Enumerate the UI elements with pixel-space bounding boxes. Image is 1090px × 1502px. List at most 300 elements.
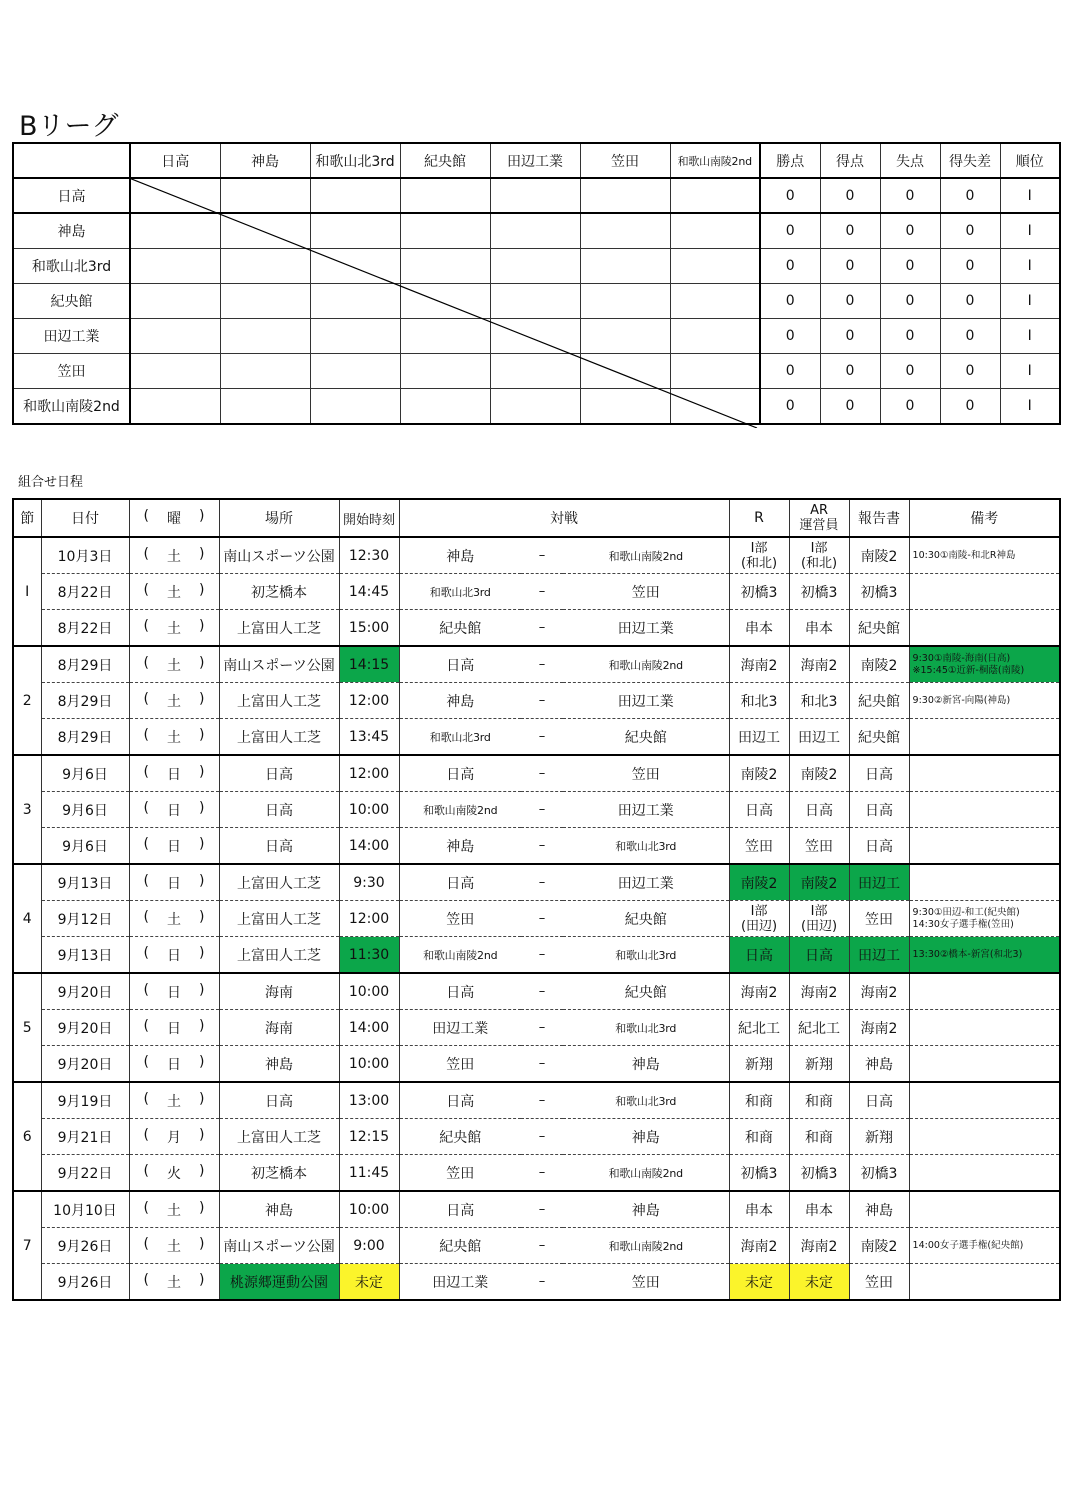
note-cell [909,1046,1060,1083]
schedule-row [13,937,1060,974]
schedule-row [13,719,1060,756]
schedule-row [13,792,1060,828]
match-dow: ( 土 ) [129,1082,219,1119]
result-cell [220,284,310,319]
home-team: 紀央館 [399,1228,521,1264]
team-name: 日高 [13,178,130,213]
header-note: 備考 [909,499,1060,537]
versus-dash: – [521,1155,563,1192]
match-venue: 海南 [219,973,339,1010]
versus-dash: – [521,683,563,719]
kickoff-time: 13:45 [339,719,399,756]
versus-dash: – [521,537,563,574]
report-writer: 紀央館 [849,683,909,719]
referee: 和商 [729,1082,789,1119]
result-cell [400,389,490,425]
away-team: 神島 [563,1119,729,1155]
result-cell [580,389,670,425]
note-cell [909,1155,1060,1192]
away-team: 神島 [563,1191,729,1228]
versus-dash: – [521,792,563,828]
versus-dash: – [521,1119,563,1155]
stat-cell: 0 [880,319,940,354]
stat-cell: 0 [820,178,880,213]
result-cell [490,284,580,319]
away-team: 紀央館 [563,973,729,1010]
stat-cell: 0 [940,213,1000,249]
column-header: 神島 [220,143,310,178]
kickoff-time: 9:00 [339,1228,399,1264]
kickoff-time: 9:30 [339,864,399,901]
schedule-header-row [13,499,1060,537]
header-setsu: 節 [13,499,41,537]
match-venue: 日高 [219,1082,339,1119]
round-number: I [13,537,41,646]
column-header: 順位 [1000,143,1060,178]
match-date: 9月22日 [41,1155,129,1192]
stat-cell: 0 [820,319,880,354]
stat-cell: 0 [760,249,820,284]
assistant-referee: 海南2 [789,973,849,1010]
column-header: 和歌山南陵2nd [670,143,760,178]
stat-cell: 0 [940,389,1000,425]
referee: 串本 [729,610,789,647]
kickoff-time: 14:00 [339,828,399,865]
stat-cell: 0 [760,284,820,319]
stat-cell: 0 [820,354,880,389]
schedule-row [13,1155,1060,1192]
header-report: 報告書 [849,499,909,537]
match-venue: 初芝橋本 [219,1155,339,1192]
stat-cell: 0 [820,284,880,319]
home-team: 神島 [399,828,521,865]
kickoff-time: 10:00 [339,1191,399,1228]
match-dow: ( 土 ) [129,1228,219,1264]
result-cell [400,284,490,319]
away-team: 和歌山北3rd [563,937,729,974]
team-name: 紀央館 [13,284,130,319]
match-date: 9月6日 [41,828,129,865]
result-cell [220,354,310,389]
result-cell [310,213,400,249]
versus-dash: – [521,973,563,1010]
assistant-referee: 串本 [789,610,849,647]
result-cell [130,389,220,425]
team-name: 和歌山南陵2nd [13,389,130,425]
stat-cell: 0 [940,249,1000,284]
report-writer: 紀央館 [849,610,909,647]
note-cell [909,1264,1060,1301]
versus-dash: – [521,574,563,610]
referee: I部 (田辺) [729,901,789,937]
match-date: 9月12日 [41,901,129,937]
result-cell [130,213,220,249]
note-cell [909,973,1060,1010]
note-cell [909,1119,1060,1155]
referee: 日高 [729,792,789,828]
report-writer: 笠田 [849,1264,909,1301]
match-venue: 神島 [219,1191,339,1228]
result-cell [310,178,400,213]
assistant-referee: I部 (和北) [789,537,849,574]
report-writer: 田辺工 [849,864,909,901]
stat-cell: 0 [940,284,1000,319]
team-name: 笠田 [13,354,130,389]
match-dow: ( 土 ) [129,646,219,683]
team-name: 田辺工業 [13,319,130,354]
result-cell [400,249,490,284]
round-number: 6 [13,1082,41,1191]
result-cell [130,178,220,213]
match-venue: 上富田人工芝 [219,719,339,756]
column-header: 勝点 [760,143,820,178]
referee: 笠田 [729,828,789,865]
assistant-referee: 日高 [789,792,849,828]
match-date: 9月19日 [41,1082,129,1119]
match-venue: 南山スポーツ公園 [219,646,339,683]
result-cell [670,319,760,354]
result-cell [670,178,760,213]
referee: 新翔 [729,1046,789,1083]
kickoff-time: 12:30 [339,537,399,574]
assistant-referee: 和商 [789,1119,849,1155]
kickoff-time: 未定 [339,1264,399,1301]
note-cell [909,1010,1060,1046]
referee: 南陵2 [729,755,789,792]
match-dow: ( 土 ) [129,537,219,574]
match-date: 9月6日 [41,792,129,828]
match-date: 8月29日 [41,683,129,719]
stat-cell: I [1000,319,1060,354]
assistant-referee: 海南2 [789,646,849,683]
report-writer: 南陵2 [849,537,909,574]
home-team: 笠田 [399,1046,521,1083]
home-team: 笠田 [399,1155,521,1192]
result-cell [490,354,580,389]
result-cell [400,213,490,249]
header-dow: ( 曜 ) [129,499,219,537]
result-cell [310,249,400,284]
result-cell [580,354,670,389]
referee: 海南2 [729,646,789,683]
result-cell [130,354,220,389]
schedule-row [13,610,1060,647]
match-date: 9月26日 [41,1264,129,1301]
schedule-row [13,901,1060,937]
schedule-row [13,1228,1060,1264]
stat-cell: 0 [880,249,940,284]
match-venue: 上富田人工芝 [219,901,339,937]
report-writer: 日高 [849,828,909,865]
match-dow: ( 日 ) [129,937,219,974]
match-date: 10月10日 [41,1191,129,1228]
versus-dash: – [521,901,563,937]
result-cell [310,319,400,354]
report-writer: 海南2 [849,1010,909,1046]
standings-row [13,319,1060,354]
note-cell: 10:30①南陵-和北R神島 [909,537,1060,574]
stat-cell: I [1000,354,1060,389]
versus-dash: – [521,1191,563,1228]
schedule-row [13,537,1060,574]
versus-dash: – [521,937,563,974]
stat-cell: 0 [820,249,880,284]
standings-row [13,249,1060,284]
report-writer: 紀央館 [849,719,909,756]
match-venue: 海南 [219,1010,339,1046]
match-venue: 上富田人工芝 [219,610,339,647]
schedule-row [13,1191,1060,1228]
away-team: 笠田 [563,755,729,792]
match-date: 9月20日 [41,1046,129,1083]
home-team: 日高 [399,864,521,901]
away-team: 神島 [563,1046,729,1083]
match-venue: 上富田人工芝 [219,937,339,974]
referee: I部 (和北) [729,537,789,574]
home-team: 日高 [399,973,521,1010]
standings-row [13,284,1060,319]
away-team: 田辺工業 [563,683,729,719]
referee: 海南2 [729,1228,789,1264]
note-cell: 13:30②橋本-新宮(和北3) [909,937,1060,974]
result-cell [130,284,220,319]
assistant-referee: 紀北工 [789,1010,849,1046]
report-writer: 田辺工 [849,937,909,974]
standings-row [13,178,1060,213]
result-cell [310,284,400,319]
report-writer: 神島 [849,1046,909,1083]
result-cell [310,354,400,389]
column-header: 和歌山北3rd [310,143,400,178]
away-team: 田辺工業 [563,610,729,647]
versus-dash: – [521,864,563,901]
match-venue: 上富田人工芝 [219,683,339,719]
match-venue: 上富田人工芝 [219,1119,339,1155]
versus-dash: – [521,1010,563,1046]
schedule-table [12,498,1061,1301]
match-dow: ( 土 ) [129,574,219,610]
assistant-referee: 串本 [789,1191,849,1228]
team-name: 和歌山北3rd [13,249,130,284]
match-venue: 日高 [219,792,339,828]
round-number: 7 [13,1191,41,1300]
result-cell [220,319,310,354]
schedule-row [13,755,1060,792]
versus-dash: – [521,610,563,647]
schedule-row [13,574,1060,610]
result-cell [130,249,220,284]
match-date: 9月13日 [41,937,129,974]
versus-dash: – [521,1082,563,1119]
home-team: 日高 [399,646,521,683]
match-date: 8月29日 [41,719,129,756]
schedule-row [13,828,1060,865]
match-venue: 南山スポーツ公園 [219,537,339,574]
result-cell [400,178,490,213]
note-cell [909,574,1060,610]
match-dow: ( 日 ) [129,973,219,1010]
away-team: 田辺工業 [563,864,729,901]
kickoff-time: 15:00 [339,610,399,647]
column-header: 得点 [820,143,880,178]
match-venue: 南山スポーツ公園 [219,1228,339,1264]
referee: 初橋3 [729,1155,789,1192]
report-writer: 南陵2 [849,1228,909,1264]
referee: 串本 [729,1191,789,1228]
away-team: 笠田 [563,574,729,610]
standings-table [12,142,1061,425]
away-team: 紀央館 [563,901,729,937]
note-cell [909,828,1060,865]
versus-dash: – [521,1046,563,1083]
team-name: 神島 [13,213,130,249]
stat-cell: 0 [940,319,1000,354]
result-cell [490,249,580,284]
report-writer: 新翔 [849,1119,909,1155]
assistant-referee: I部 (田辺) [789,901,849,937]
note-cell: 9:30①田辺-和工(紀央館) 14:30女子選手権(笠田) [909,901,1060,937]
note-cell [909,610,1060,647]
assistant-referee: 初橋3 [789,574,849,610]
match-date: 9月20日 [41,1010,129,1046]
home-team: 和歌山南陵2nd [399,937,521,974]
header-r: R [729,499,789,537]
match-dow: ( 日 ) [129,1010,219,1046]
column-header: 田辺工業 [490,143,580,178]
match-date: 9月20日 [41,973,129,1010]
away-team: 笠田 [563,1264,729,1301]
note-cell [909,755,1060,792]
result-cell [490,319,580,354]
away-team: 紀央館 [563,719,729,756]
home-team: 日高 [399,1082,521,1119]
result-cell [670,389,760,425]
note-cell: 9:30②新宮-向陽(神島) [909,683,1060,719]
match-dow: ( 日 ) [129,792,219,828]
stat-cell: 0 [880,389,940,425]
stat-cell: 0 [880,354,940,389]
stat-cell: I [1000,249,1060,284]
away-team: 和歌山北3rd [563,828,729,865]
report-writer: 南陵2 [849,646,909,683]
standings-row [13,389,1060,425]
kickoff-time: 11:45 [339,1155,399,1192]
referee: 海南2 [729,973,789,1010]
referee: 和商 [729,1119,789,1155]
kickoff-time: 14:15 [339,646,399,683]
kickoff-time: 14:00 [339,1010,399,1046]
match-venue: 初芝橋本 [219,574,339,610]
schedule-row [13,646,1060,683]
stat-cell: I [1000,178,1060,213]
match-venue: 日高 [219,755,339,792]
report-writer: 初橋3 [849,1155,909,1192]
home-team: 神島 [399,683,521,719]
match-dow: ( 土 ) [129,1264,219,1301]
result-cell [130,319,220,354]
stat-cell: 0 [880,284,940,319]
kickoff-time: 10:00 [339,792,399,828]
result-cell [490,213,580,249]
match-dow: ( 日 ) [129,755,219,792]
match-dow: ( 月 ) [129,1119,219,1155]
away-team: 田辺工業 [563,792,729,828]
header-match: 対戦 [399,499,729,537]
home-team: 和歌山北3rd [399,719,521,756]
match-dow: ( 火 ) [129,1155,219,1192]
header-date: 日付 [41,499,129,537]
match-date: 9月26日 [41,1228,129,1264]
home-team: 日高 [399,755,521,792]
standings-header-row [13,143,1060,178]
home-team: 紀央館 [399,1119,521,1155]
away-team: 和歌山北3rd [563,1010,729,1046]
stat-cell: 0 [940,178,1000,213]
stat-cell: 0 [880,178,940,213]
note-cell: 9:30①南陵-海南(日高) ※15:45①近新-桐蔭(南陵) [909,646,1060,683]
standings-row [13,354,1060,389]
match-date: 9月21日 [41,1119,129,1155]
versus-dash: – [521,646,563,683]
referee: 和北3 [729,683,789,719]
match-dow: ( 土 ) [129,683,219,719]
home-team: 和歌山北3rd [399,574,521,610]
result-cell [400,354,490,389]
match-date: 8月22日 [41,574,129,610]
result-cell [670,284,760,319]
report-writer: 笠田 [849,901,909,937]
result-cell [580,284,670,319]
versus-dash: – [521,828,563,865]
note-cell [909,792,1060,828]
standings-row [13,213,1060,249]
assistant-referee: 和商 [789,1082,849,1119]
result-cell [220,178,310,213]
schedule-title: 組合せ日程 [18,475,84,490]
assistant-referee: 南陵2 [789,755,849,792]
schedule-row [13,1082,1060,1119]
report-writer: 日高 [849,792,909,828]
match-venue: 神島 [219,1046,339,1083]
kickoff-time: 12:15 [339,1119,399,1155]
column-header: 笠田 [580,143,670,178]
stat-cell: 0 [760,354,820,389]
match-date: 8月22日 [41,610,129,647]
match-dow: ( 日 ) [129,864,219,901]
schedule-row [13,1010,1060,1046]
stat-cell: I [1000,389,1060,425]
result-cell [580,319,670,354]
assistant-referee: 新翔 [789,1046,849,1083]
assistant-referee: 南陵2 [789,864,849,901]
referee: 紀北工 [729,1010,789,1046]
match-venue: 桃源郷運動公園 [219,1264,339,1301]
note-cell [909,864,1060,901]
stat-cell: 0 [820,389,880,425]
result-cell [490,389,580,425]
result-cell [490,178,580,213]
note-cell [909,1082,1060,1119]
column-header: 日高 [130,143,220,178]
result-cell [670,213,760,249]
away-team: 和歌山南陵2nd [563,1228,729,1264]
header-time: 開始時刻 [339,499,399,537]
stat-cell: 0 [820,213,880,249]
versus-dash: – [521,719,563,756]
away-team: 和歌山南陵2nd [563,1155,729,1192]
result-cell [670,354,760,389]
note-cell: 14:00女子選手権(紀央館) [909,1228,1060,1264]
